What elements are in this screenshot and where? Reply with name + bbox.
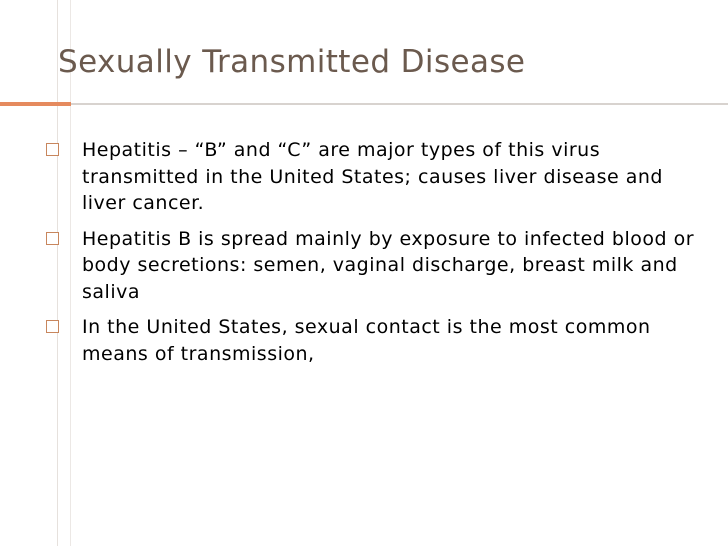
title-rule-right [71, 103, 728, 105]
bullet-text: In the United States, sexual contact is the most common means of transmission, [82, 316, 651, 365]
hollow-square-bullet-icon [46, 232, 59, 245]
bullet-text: Hepatitis – “B” and “C” are major types of this virus transmitted in the United States; causes liver disease and liver cancer. [82, 139, 663, 214]
bullet-text: Hepatitis B is spread mainly by exposure to infected blood or body secretions: semen, vaginal discharge, breast milk and saliva [82, 227, 695, 303]
bullet-item [42, 137, 702, 217]
title-rule-accent [57, 102, 71, 106]
title-rule-left [0, 102, 57, 106]
slide-title: Sexually Transmitted Disease [58, 44, 526, 80]
bullet-item [42, 314, 702, 367]
hollow-square-bullet-icon [46, 143, 59, 156]
hollow-square-bullet-icon [46, 320, 59, 333]
bullet-list [42, 137, 702, 376]
bullet-item [42, 226, 702, 306]
